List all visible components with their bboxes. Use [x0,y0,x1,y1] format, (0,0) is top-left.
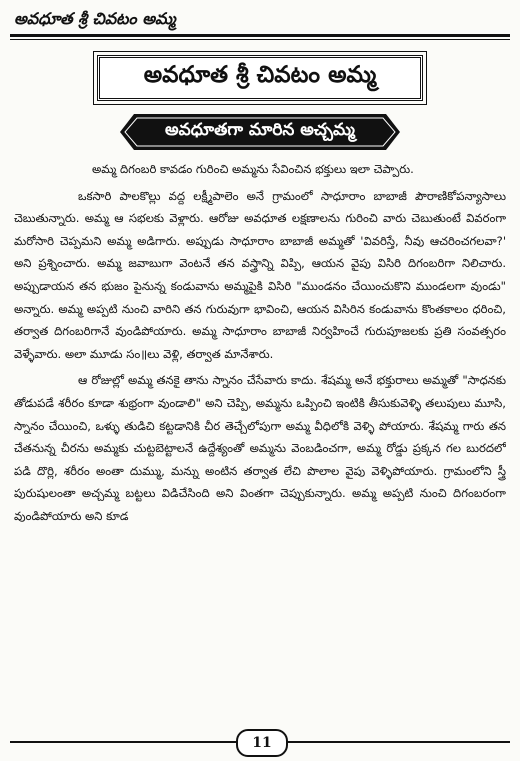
section-subtitle-banner [120,110,400,154]
paragraph: ఆ రోజుల్లో అమ్మ తనకై తాను స్నానం చేసేవారు కాదు. శేషమ్మ అనే భక్తురాలు అమ్మతో "సాధనకు తోడుపడే శరీరం కూడా శుభ్రంగా వుండాలి" అని చెప్పి, అమ్మను ఒప్పించి ఇంటికి తీసుకువెళ్ళి తలుపులు మూసి, స్నానం చేయించి, ఒళ్ళు తుడిచి కట్టడానికి చీర తెచ్చేలోపుగా అమ్మ వీధిలోకి వెళ్ళి పోయారు. శేషమ్మ గారు తన చేతనున్న చీరను అమ్మకు చుట్టబెట్టాలనే ఉద్దేశ్యంతో అమ్మను వెంబడించగా, అమ్మ రోడ్డు ప్రక్కన గల బురదలో పడి దొర్లి, శరీరం అంతా దుమ్ము, మన్ను అంటిన తర్వాత లేచి పొలాల వైపు వెళ్ళిపోయారు. గ్రామంలోని స్త్రీ పురుషులంతా అచ్చమ్మ బట్టలు విడిచేసింది అని వింతగా చెప్పుకున్నారు. అమ్మ అప్పటి నుంచి దిగంబరంగా వుండిపోయారు అని కూడ [14,373,506,523]
running-head: అవధూత శ్రీ చివటం అమ్మ [14,9,176,28]
header-rule [10,34,510,37]
chapter-title: అవధూత శ్రీ చివటం అమ్మ [143,62,377,88]
body-text [14,158,506,698]
header-rule-thin [10,39,510,40]
paragraph: ఒకసారి పాలకొల్లు వద్ద లక్ష్మీపాలెం అనే గ్రామంలో సాధూరాం బాబాజీ పౌరాణికోపన్యాసాలు చెబుతున్నారు. అమ్మ ఆ సభలకు వెళ్లారు. ఆరోజు అవధూత లక్షణాలను గురించి వారు చెబుతుంటే వివరంగా మరోసారి చెప్పమని అమ్మ అడిగారు. అప్పుడు సాధూరాం బాబాజీ అమ్మతో 'వివరిస్తే, నీవు ఆచరించగలవా?' అని ప్రశ్నించారు. అమ్మ జవాబుగా వెంటనే తన వస్త్రాన్ని విప్పి, ఆయన వైపు విసిరి దిగంబరిగా నిలిచారు. అప్పుడాయన తన భుజం పైనున్న కండువాను అమ్మపైకి విసిరి "ముండనం చేయించుకొని ముండలగా వుండు" అన్నారు. అమ్మ అప్పటి నుంచి వారిని తన గురువుగా భావించి, ఆయన విసిరిన కండువాను కొంతకాలం ధరించి, తర్వాత దిగంబరిగానే వుండిపోయారు. అమ్మ సాధూరాం బాబాజీ నిర్వహించే గురుపూజలకు ప్రతి సంవత్సరం వెళ్ళేవారు. అలా మూడు సం॥లు వెళ్లి, తర్వాత మానేశారు. [14,188,506,361]
paragraph: అమ్మ దిగంబరి కావడం గురించి అమ్మను సేవించిన భక్తులు ఇలా చెప్పారు. [92,162,414,176]
page-footer [0,728,520,758]
page-number: 11 [236,729,288,757]
chapter-title-box [97,55,423,101]
section-subtitle: అవధూతగా మారిన అచ్చమ్మ [165,120,355,140]
